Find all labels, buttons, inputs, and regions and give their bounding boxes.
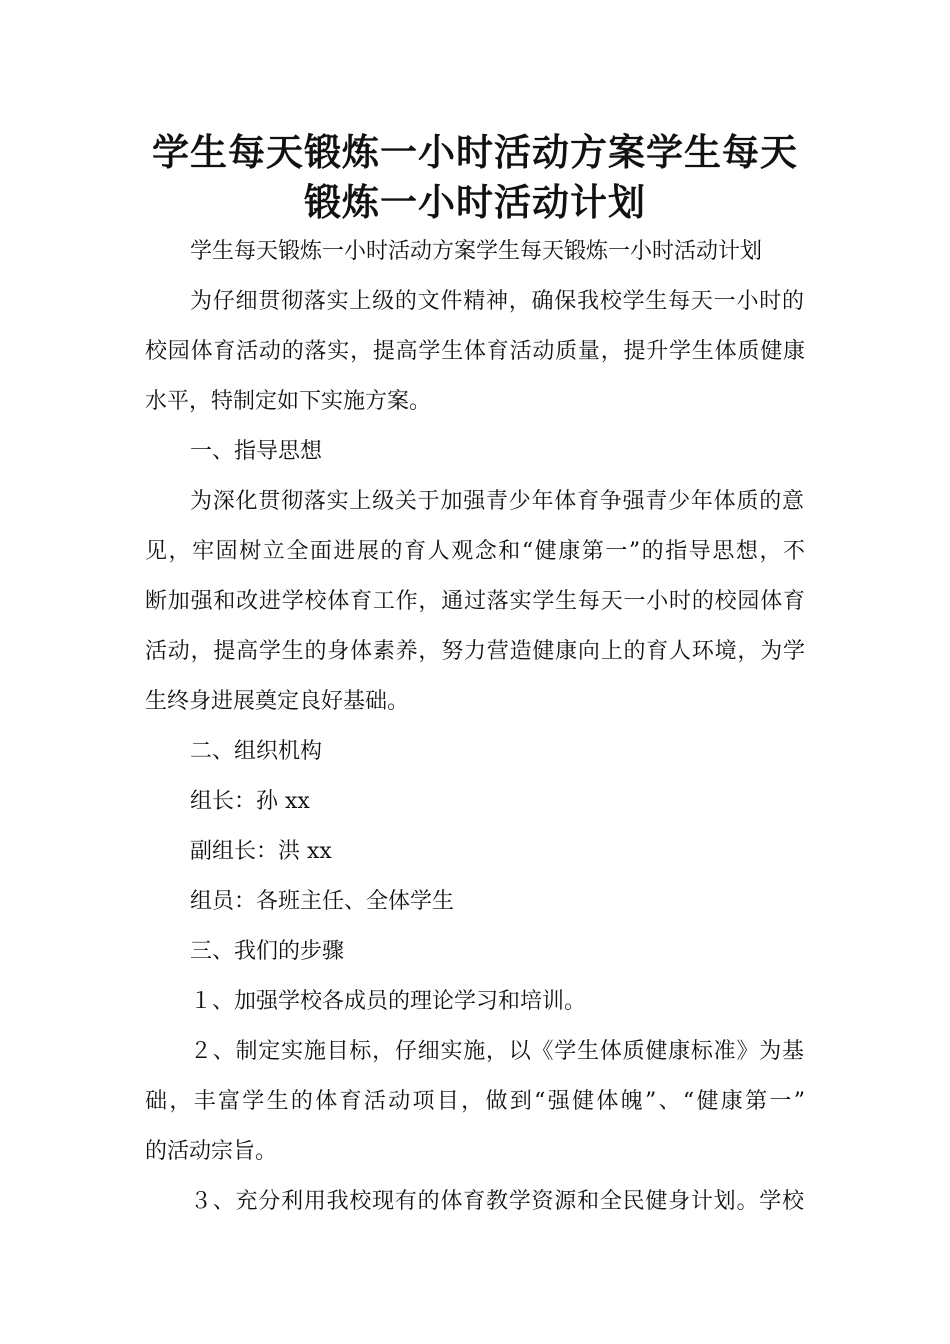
title-line-1: 学生每天锻炼一小时活动方案学生每天 — [152, 131, 798, 174]
org-leader: 组长：孙 xx — [190, 789, 310, 814]
title-line-2: 锻炼一小时活动计划 — [304, 181, 646, 224]
step-1: １、加强学校各成员的理论学习和培训。 — [190, 989, 587, 1014]
guiding-line-1: 为深化贯彻落实上级关于加强青少年体育争强青少年体质的意 — [190, 489, 804, 514]
document-title — [140, 128, 810, 228]
intro-line-1: 为仔细贯彻落实上级的文件精神，确保我校学生每天一小时的 — [190, 289, 804, 314]
org-deputy-leader: 副组长：洪 xx — [190, 839, 332, 864]
guiding-line-5: 生终身进展奠定良好基础。 — [145, 689, 410, 714]
guiding-line-3: 断加强和改进学校体育工作，通过落实学生每天一小时的校园体育 — [145, 589, 805, 614]
section-heading-organization: 二、组织机构 — [190, 739, 323, 764]
step-3-line-1: ３、充分利用我校现有的体育教学资源和全民健身计划。学校 — [190, 1189, 804, 1214]
guiding-line-4: 活动，提高学生的身体素养，努力营造健康向上的育人环境，为学 — [145, 639, 805, 664]
subtitle: 学生每天锻炼一小时活动方案学生每天锻炼一小时活动计划 — [190, 239, 763, 264]
intro-line-2: 校园体育活动的落实，提高学生体育活动质量，提升学生体质健康 — [145, 339, 805, 364]
guiding-line-2: 见，牢固树立全面进展的育人观念和“健康第一”的指导思想，不 — [145, 539, 805, 564]
intro-line-3: 水平，特制定如下实施方案。 — [145, 389, 432, 414]
step-2-line-2: 础，丰富学生的体育活动项目，做到“强健体魄”、“健康第一” — [145, 1089, 805, 1114]
step-2-line-3: 的活动宗旨。 — [145, 1139, 278, 1164]
org-members: 组员：各班主任、全体学生 — [190, 889, 455, 914]
section-heading-steps: 三、我们的步骤 — [190, 939, 345, 964]
section-heading-guiding-thought: 一、指导思想 — [190, 439, 323, 464]
step-2-line-1: ２、制定实施目标，仔细实施，以《学生体质健康标准》为基 — [190, 1039, 804, 1064]
